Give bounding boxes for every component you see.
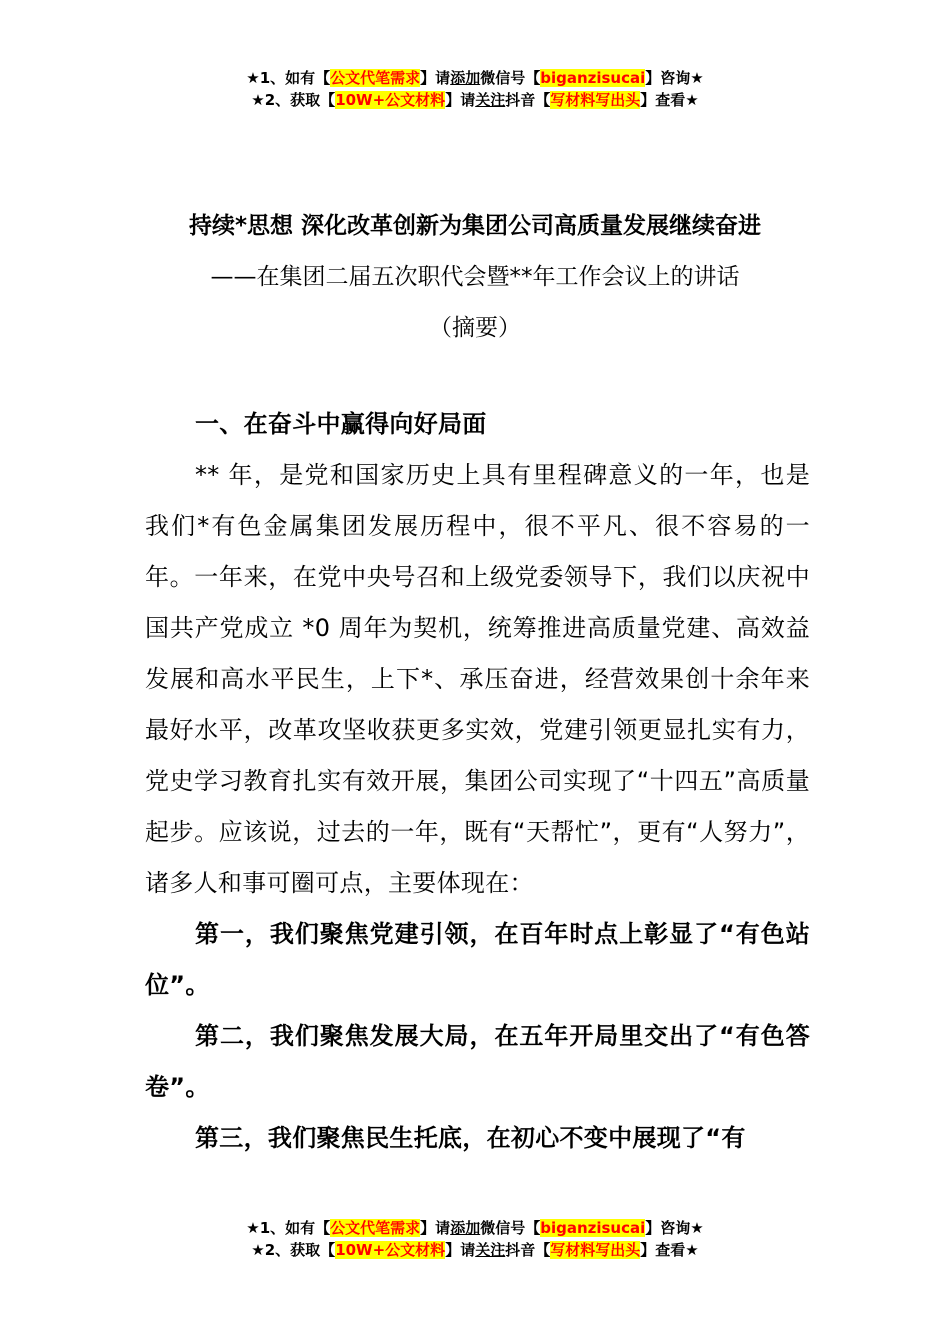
key-point-3: 第三，我们聚焦民生托底，在初心不变中展现了“有: [195, 1124, 746, 1152]
promo-highlight: 公文代笔需求: [330, 69, 421, 87]
promo-text: 】咨询★: [645, 69, 704, 87]
promo-text: 】请: [420, 69, 451, 87]
promo-highlight: biganzisucai: [540, 69, 646, 87]
promo-highlight: 公文代笔需求: [330, 1219, 421, 1237]
document-body: [145, 399, 810, 1164]
promo-text: 】请: [445, 91, 476, 109]
promo-highlight: 10W+公文材料: [335, 91, 446, 109]
promo-line-2: [0, 89, 950, 111]
promo-text: 】请: [420, 1219, 451, 1237]
promo-line-2: [0, 1239, 950, 1261]
promo-text: 】请: [445, 1241, 476, 1259]
promo-highlight: 10W+公文材料: [335, 1241, 446, 1259]
top-promo-banner: [0, 67, 950, 111]
promo-text: ★2、获取【: [251, 91, 336, 109]
promo-underline: 关注: [475, 91, 506, 109]
promo-text: 抖音【: [505, 91, 551, 109]
bottom-promo-banner: [0, 1217, 950, 1261]
promo-underline: 添加: [450, 69, 481, 87]
document-subtitle: ——在集团二届五次职代会暨**年工作会议上的讲话: [210, 264, 740, 290]
key-point-1: 第一，我们聚焦党建引领，在百年时点上彰显了“有色站位”。: [145, 920, 810, 999]
promo-text: 】咨询★: [645, 1219, 704, 1237]
document-note: （摘要）: [429, 315, 521, 341]
promo-text: ★2、获取【: [251, 1241, 336, 1259]
document-title: 持续*思想 深化改革创新为集团公司高质量发展继续奋进: [188, 213, 762, 239]
promo-text: 】查看★: [640, 91, 699, 109]
promo-text: 】查看★: [640, 1241, 699, 1259]
promo-text: ★1、如有【: [246, 1219, 331, 1237]
paragraph: ** 年，是党和国家历史上具有里程碑意义的一年，也是我们*有色金属集团发展历程中，很不平凡、很不容易的一年。一年来，在党中央号召和上级党委领导下，我们以庆祝中国共产党成立 *0 周年为契机，统筹推进高质量党建、高效益发展和高水平民生，上下*、承压奋进，经营效果创十余年来最好水平，改革攻坚收获更多实效，党建引领更显扎实有力，党史学习教育扎实有效开展，集团公司实现了“十四五”高质量起步。应该说，过去的一年，既有“天帮忙”，更有“人努力”，诸多人和事可圈可点，主要体现在：: [145, 461, 810, 897]
promo-highlight: 写材料写出头: [550, 1241, 641, 1259]
promo-line-1: [0, 1217, 950, 1239]
promo-text: ★1、如有【: [246, 69, 331, 87]
key-point-2: 第二，我们聚焦发展大局，在五年开局里交出了“有色答卷”。: [145, 1022, 810, 1101]
promo-text: 微信号【: [480, 69, 541, 87]
promo-text: 抖音【: [505, 1241, 551, 1259]
promo-text: 微信号【: [480, 1219, 541, 1237]
promo-underline: 添加: [450, 1219, 481, 1237]
promo-underline: 关注: [475, 1241, 506, 1259]
section-heading: 一、在奋斗中赢得向好局面: [195, 410, 487, 438]
promo-highlight: 写材料写出头: [550, 91, 641, 109]
promo-line-1: [0, 67, 950, 89]
promo-highlight: biganzisucai: [540, 1219, 646, 1237]
